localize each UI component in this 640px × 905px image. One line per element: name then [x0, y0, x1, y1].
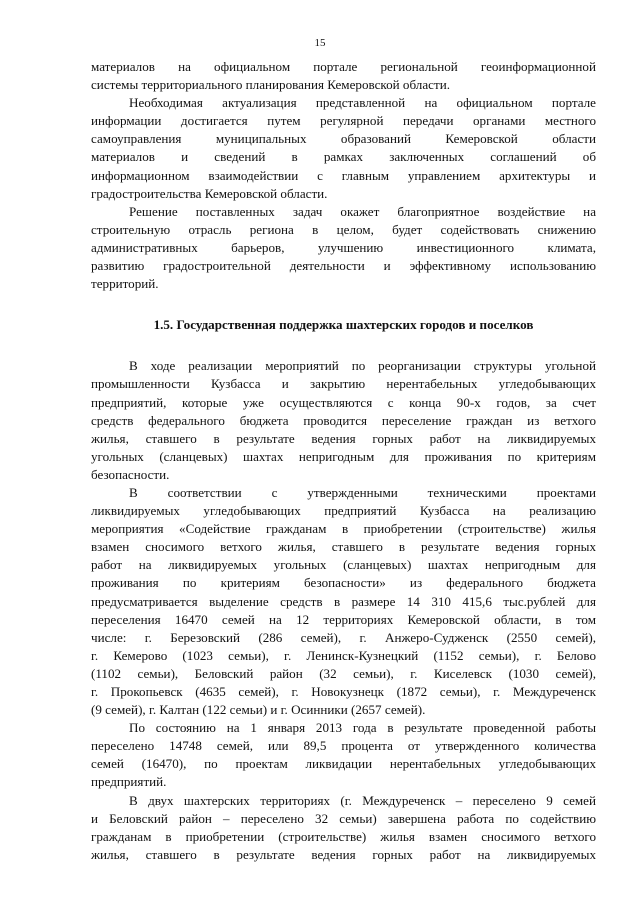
- text-line: и Беловский район – переселено 32 семьи) завершена работа по содействию: [91, 810, 596, 826]
- text-line: предприятий.: [91, 774, 167, 790]
- text-line: промышленности Кузбасса и закрытию нерентабельных угледобывающих: [91, 376, 596, 392]
- text-line: материалов на официальном портале региональной геоинформационной: [91, 59, 596, 74]
- text-line: В ходе реализации мероприятий по реорганизации структуры угольной: [129, 358, 596, 374]
- text-line: Необходимая актуализация представленной на официальном портале: [129, 95, 596, 111]
- text-line: территорий.: [91, 276, 159, 292]
- text-line: гражданам в приобретении (строительстве) жилья взамен сносимого ветхого: [91, 828, 596, 844]
- text-line: развитию градостроительной деятельности и эффективному использованию: [91, 258, 596, 274]
- text-line: (1102 семьи), Беловский район (32 семьи), г. Киселевск (1030 семей),: [91, 665, 596, 681]
- page-number: 15: [314, 37, 326, 49]
- text-line: административных барьеров, улучшению инвестиционного климата,: [91, 239, 596, 255]
- paragraph-actualization: [91, 94, 596, 203]
- text-line: ликвидируемых угледобывающих предприятий Кузбасса на реализацию: [91, 503, 596, 519]
- text-line: числе: г. Березовский (286 семей), г. Анжеро-Судженск (2550 семей),: [91, 629, 596, 645]
- text-line: работ на ликвидируемых угольных (сланцевых) шахтах непригодным для: [91, 557, 596, 573]
- text-line: предусматривается выделение средств в размере 14 310 415,6 тыс.рублей для: [91, 593, 596, 609]
- paragraph-two-territories: [91, 792, 596, 864]
- text-line: Решение поставленных задач окажет благоприятное воздействие на: [129, 203, 596, 219]
- paragraph-tasks-solution: [91, 203, 596, 293]
- text-line: самоуправления муниципальных образований Кемеровской области: [91, 131, 596, 147]
- paragraph-technical-projects: [91, 484, 596, 719]
- text-line: В соответствии с утвержденными техническими проектами: [129, 484, 596, 500]
- text-line: жилья, ставшего в результате ведения горных работ на ликвидируемых: [91, 846, 596, 862]
- text-line: По состоянию на 1 января 2013 года в результате проведенной работы: [129, 720, 596, 736]
- text-line: переселено 14748 семей, или 89,5 процента от утвержденного количества: [91, 738, 596, 754]
- text-line: системы территориального планирования Кемеровской области.: [91, 77, 450, 93]
- text-line: безопасности.: [91, 466, 170, 482]
- text-line: средств федерального бюджета проводится переселение граждан из ветхого: [91, 412, 596, 428]
- paragraph-status-2013: [91, 719, 596, 791]
- text-line: взамен сносимого ветхого жилья, ставшего в результате ведения горных: [91, 539, 596, 555]
- text-line: семей (16470), по проектам ликвидации нерентабельных угледобывающих: [91, 756, 596, 772]
- text-line: мероприятия «Содействие гражданам в приобретении (строительстве) жилья: [91, 521, 596, 537]
- text-line: г. Кемерово (1023 семьи), г. Ленинск-Кузнецкий (1152 семьи), г. Белово: [91, 647, 596, 663]
- text-line: переселения 16470 семей на 12 территориях Кемеровской области, в том: [91, 611, 596, 627]
- text-line: проживания по критериям безопасности» из федерального бюджета: [91, 575, 596, 591]
- text-line: градостроительства Кемеровской области.: [91, 185, 328, 201]
- text-line: В двух шахтерских территориях (г. Междуреченск – переселено 9 семей: [129, 792, 596, 808]
- text-line: угольных (сланцевых) шахтах непригодным для проживания по критериям: [91, 448, 596, 464]
- paragraph-reorganization: [91, 357, 596, 484]
- text-line: строительную отрасль региона в целом, будет содействовать снижению: [91, 221, 596, 237]
- text-line: жилья, ставшего в результате ведения горных работ на ликвидируемых: [91, 430, 596, 446]
- text-line: информации достигается путем регулярной передачи органами местного: [91, 113, 596, 129]
- paragraph-portal-materials: [91, 58, 596, 94]
- text-line: информационном взаимодействии с главным управлением архитектуры и: [91, 167, 596, 183]
- body-text: [91, 58, 596, 864]
- text-line: (9 семей), г. Калтан (122 семьи) и г. Осинники (2657 семей).: [91, 702, 426, 718]
- text-line: материалов и сведений в рамках заключенных соглашений об: [91, 149, 596, 165]
- text-line: предприятий, которые уже осуществляются с конца 90-х годов, за счет: [91, 394, 596, 410]
- text-line: г. Прокопьевск (4635 семей), г. Новокузнецк (1872 семьи), г. Междуреченск: [91, 684, 596, 699]
- section-heading: 1.5. Государственная поддержка шахтерских городов и поселков: [153, 317, 534, 333]
